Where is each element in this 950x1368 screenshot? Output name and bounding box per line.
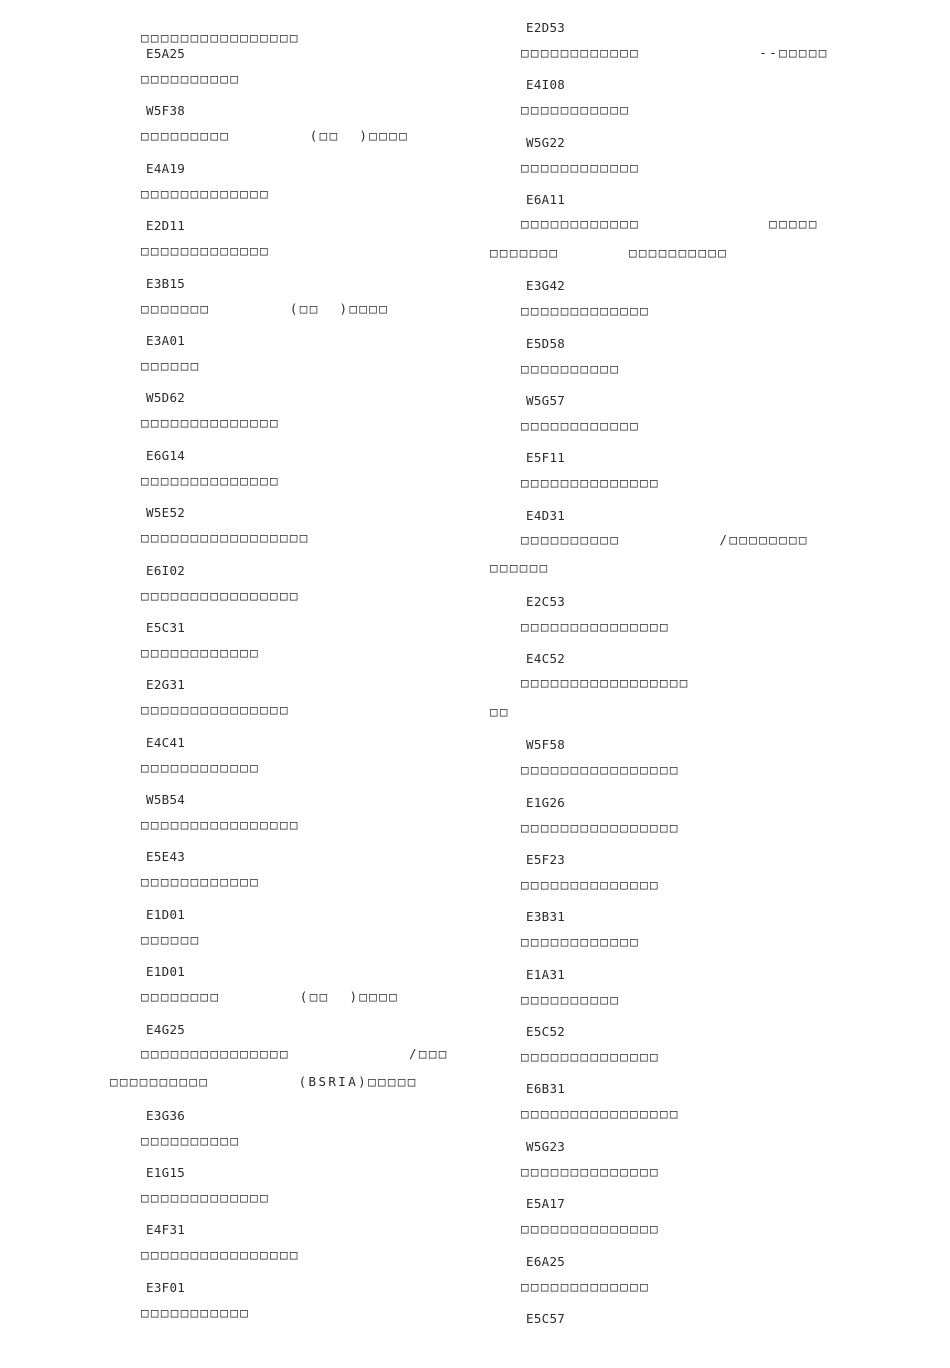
- entry-title: □□□□□□□□□□: [521, 360, 621, 376]
- entry-code: E5C52: [526, 1024, 566, 1040]
- entry-title: □□□□□□□□□□□□□□□□: [141, 817, 300, 833]
- entry-code: E4A19: [146, 160, 186, 176]
- entry-title: □□□□□□□□□□□□ --□□□□□: [521, 45, 829, 60]
- list-item: [110, 677, 470, 734]
- list-item: [110, 1022, 470, 1108]
- list-item: [110, 907, 470, 964]
- entry-code: E6I02: [146, 562, 186, 578]
- entry-code: E4C52: [526, 651, 566, 667]
- entry-code: E5F23: [526, 851, 566, 867]
- list-item: [110, 390, 470, 447]
- list-item: [110, 1280, 470, 1337]
- entry-title: □□□□□□□□□□□□□□□□: [141, 30, 300, 45]
- entry-title: □□□□□□□□□□□□: [141, 874, 261, 890]
- list-item: [110, 1222, 470, 1279]
- entry-title: □□□□□□□□□□□□□□: [521, 1163, 660, 1179]
- entry-code: E6G14: [146, 447, 186, 463]
- entry-code: E5C31: [146, 619, 186, 635]
- list-item: [490, 508, 810, 594]
- entry-code: W5G57: [526, 392, 566, 408]
- entry-title-line2: □□□□□□□□□□ (BSRIA)□□□□□: [110, 1074, 418, 1090]
- entry-title: □□□□□□□□□□□□□: [141, 1190, 271, 1206]
- list-item: [110, 276, 470, 333]
- entry-code: E5C57: [526, 1311, 566, 1327]
- list-item: [110, 964, 470, 1021]
- entry-code: E4I08: [526, 77, 566, 93]
- entry-title: [110, 1040, 470, 1097]
- entry-title: □□□□□□□□□□□□: [521, 159, 641, 175]
- entry-code: W5D62: [146, 390, 186, 406]
- entry-title-line2: □□□□□□□ □□□□□□□□□□: [490, 244, 729, 260]
- entry-title: [490, 210, 819, 267]
- entry-title: □□□□□□□□□□□□□: [141, 185, 271, 201]
- entry-code: E6B31: [526, 1081, 566, 1097]
- entry-code: E2G31: [146, 677, 186, 693]
- entry-title: □□□□□□□□□□□□□: [521, 1278, 651, 1294]
- entry-title: □□□□□□: [141, 931, 201, 947]
- list-item: [490, 1254, 810, 1311]
- entry-title: □□□□□□□ (□□ )□□□□: [141, 300, 390, 316]
- list-item: [490, 336, 810, 393]
- list-item: [110, 1165, 470, 1222]
- entry-code: [110, 14, 470, 30]
- entry-code: E3G42: [526, 278, 566, 294]
- list-item: [490, 651, 810, 737]
- entry-code: E1D01: [146, 906, 186, 922]
- entry-title: □□□□□□□□□□□□□□: [521, 1221, 660, 1237]
- entry-title: □□□□□□□□□□□□□□□□: [521, 1106, 680, 1122]
- entry-code: E5D58: [526, 335, 566, 351]
- entry-code: E2D11: [146, 218, 186, 234]
- entry-title: □□□□□□□□□□□□□□: [521, 1049, 660, 1065]
- entry-code: E2C53: [526, 593, 566, 609]
- entry-title: □□□□□□□□□□□□□□□□: [141, 1247, 300, 1263]
- entry-code: E3A01: [146, 332, 186, 348]
- list-item: [490, 450, 810, 507]
- entry-code: E3F01: [146, 1279, 186, 1295]
- entry-code: E1A31: [526, 966, 566, 982]
- entry-code: W5F58: [526, 737, 566, 753]
- list-item: [490, 1311, 810, 1368]
- entry-title: □□□□□□□□□□: [141, 71, 241, 86]
- entry-title-line1: □□□□□□□□□□□□ □□□□□: [521, 216, 819, 232]
- entry-code: E3B15: [146, 275, 186, 291]
- list-item: [110, 103, 470, 160]
- list-item: [110, 563, 470, 620]
- entry-title: □□□□□□□□□□□□: [521, 934, 641, 950]
- entry-code: E1D01: [146, 964, 186, 980]
- entry-title: □□□□□□□□□□□□□: [141, 243, 271, 259]
- entry-title: □□□□□□□□□□□: [141, 1304, 251, 1320]
- list-item: [110, 333, 470, 390]
- entry-code: E5A17: [526, 1196, 566, 1212]
- list-item: [110, 849, 470, 906]
- entry-title: □□□□□□□□□□□□□□□: [521, 618, 670, 634]
- list-item: [110, 735, 470, 792]
- entry-title: □□□□□□: [141, 357, 201, 373]
- list-item: [110, 218, 470, 275]
- list-item: [490, 795, 810, 852]
- entry-title-line2: □□□□□□: [490, 560, 550, 576]
- list-item: [490, 852, 810, 909]
- entry-title: [490, 669, 810, 726]
- entry-code: E3B31: [526, 909, 566, 925]
- list-item: [490, 967, 810, 1024]
- list-item: [490, 77, 810, 134]
- list-item: [110, 792, 470, 849]
- list-item: [490, 1196, 810, 1253]
- entry-code: W5G22: [526, 134, 566, 150]
- entry-title-line1: □□□□□□□□□□□□□□□□□: [521, 675, 690, 691]
- entry-title: □□□□□□□□□□□□□□□: [141, 702, 290, 718]
- entry-title: □□□□□□□□□□□□□: [521, 303, 651, 319]
- entry-code: W5G23: [526, 1138, 566, 1154]
- entry-title: □□□□□□□□□□□□□□: [521, 876, 660, 892]
- list-item: [490, 1024, 810, 1081]
- entry-code: E4D31: [526, 507, 566, 523]
- list-item: [490, 135, 810, 192]
- list-item: [490, 1139, 810, 1196]
- entry-title: □□□□□□□□□□□□□□□□□: [141, 530, 310, 546]
- entry-code: E5F11: [526, 450, 566, 466]
- entry-code: E1G15: [146, 1165, 186, 1181]
- list-item: [110, 1108, 470, 1165]
- entry-code: E3G36: [146, 1107, 186, 1123]
- list-item: [110, 505, 470, 562]
- entry-title: □□□□□□□□□ (□□ )□□□□: [141, 128, 409, 144]
- entry-code: W5F38: [146, 103, 186, 119]
- entry-title: □□□□□□□□□□□□□□□□: [141, 587, 300, 603]
- right-column: [490, 20, 829, 1368]
- entry-code: E6A25: [526, 1253, 566, 1269]
- entry-code: E4G25: [146, 1021, 186, 1037]
- entry-title: □□□□□□□□□□□□□□: [141, 472, 280, 488]
- entry-title: □□□□□□□□□□□□: [141, 759, 261, 775]
- entry-title-line1: □□□□□□□□□□□□□□□ /□□□: [141, 1045, 449, 1061]
- entry-title: □□□□□□□□□□□□: [521, 417, 641, 433]
- list-item: [490, 737, 810, 794]
- list-item: [110, 14, 470, 46]
- list-item: [110, 620, 470, 677]
- entry-code: W5B54: [146, 792, 186, 808]
- list-item: [490, 909, 810, 966]
- left-column: [110, 14, 470, 1337]
- entry-title-line1: □□□□□□□□□□ /□□□□□□□□: [521, 531, 809, 547]
- list-item: [490, 594, 810, 651]
- entry-code: E1G26: [526, 794, 566, 810]
- entry-title-line2: □□: [490, 703, 510, 719]
- list-item: [110, 161, 470, 218]
- list-item: [490, 20, 829, 77]
- entry-title: □□□□□□□□□□□□□□: [141, 415, 280, 431]
- entry-code: E5E43: [146, 849, 186, 865]
- entry-code: E2D53: [526, 20, 566, 35]
- list-item: [490, 393, 810, 450]
- entry-code: E5A25: [146, 46, 186, 61]
- entry-title: □□□□□□□□□□□□□□□□: [521, 762, 680, 778]
- list-item: [110, 46, 470, 103]
- entry-title: □□□□□□□□□□: [521, 991, 621, 1007]
- entry-title: □□□□□□□□□□□□□□: [521, 475, 660, 491]
- entry-title: □□□□□□□□□□□□: [141, 644, 261, 660]
- entry-title: [490, 526, 810, 583]
- entry-title: □□□□□□□□□□□: [521, 102, 631, 118]
- entry-code: E4F31: [146, 1222, 186, 1238]
- list-item: [490, 1081, 810, 1138]
- entry-title: □□□□□□□□ (□□ )□□□□: [141, 989, 400, 1005]
- entry-title: □□□□□□□□□□□□□□□□: [521, 819, 680, 835]
- list-item: [490, 278, 810, 335]
- entry-title: □□□□□□□□□□: [141, 1132, 241, 1148]
- entry-code: E6A11: [526, 192, 566, 208]
- entry-code: W5E52: [146, 505, 186, 521]
- list-item: [490, 192, 819, 278]
- list-item: [110, 448, 470, 505]
- entry-code: E4C41: [146, 734, 186, 750]
